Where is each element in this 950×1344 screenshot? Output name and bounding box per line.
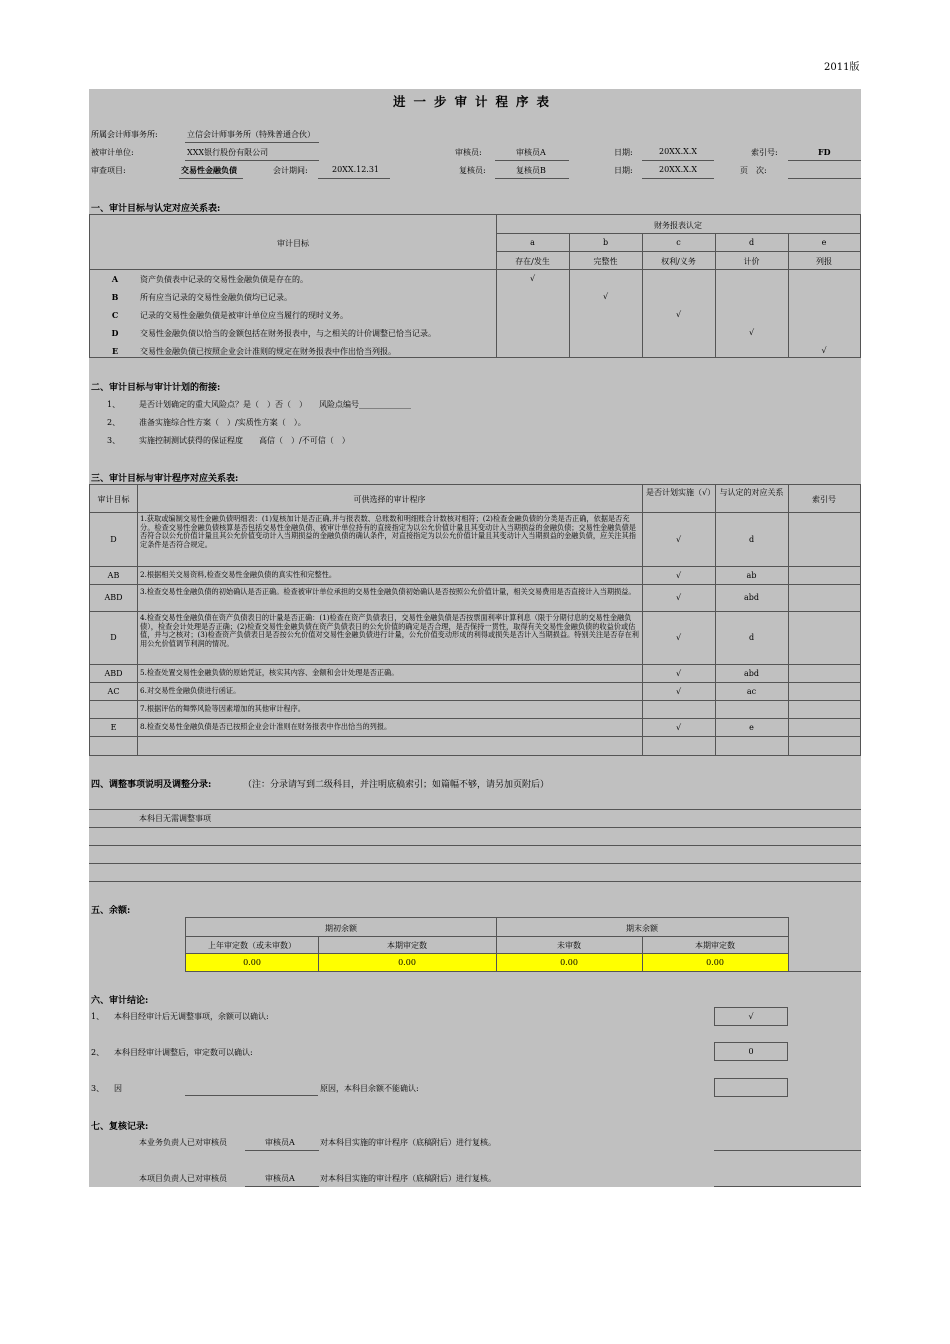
period-underline xyxy=(318,178,390,179)
plan-item-num: 2、 xyxy=(107,418,121,427)
date2-value[interactable]: 20XX.X.X xyxy=(659,165,698,174)
assertion-relation: ab xyxy=(746,571,757,580)
objective-code: B xyxy=(111,292,119,302)
assertion-valuation: 计价 xyxy=(743,257,760,266)
procedure-objective: AC xyxy=(107,687,120,696)
balance-value[interactable]: 0.00 xyxy=(706,958,724,967)
conclusion-num: 1、 xyxy=(91,1012,105,1021)
balance-value[interactable]: 0.00 xyxy=(243,958,261,967)
objective-text: 交易性金融负债已按照企业会计准则的规定在财务报表中作出恰当列报。 xyxy=(140,347,396,356)
plan-item-text: 实施控制测试获得的保证程度 高信（ ）/不可信（ ） xyxy=(139,436,350,445)
assertion-relation: ac xyxy=(746,687,757,696)
auditor-value[interactable]: 审核员A xyxy=(516,148,546,157)
conclusion-text: 因 xyxy=(114,1084,122,1093)
objective-code: E xyxy=(111,346,119,356)
objective-text: 资产负债表中记录的交易性金融负债是存在的。 xyxy=(140,275,308,284)
assertion-relation: d xyxy=(748,535,755,544)
index-value[interactable]: FD xyxy=(818,147,831,157)
item-label: 审查项目: xyxy=(91,166,126,175)
adjustment-line xyxy=(89,827,861,828)
index-underline xyxy=(788,160,861,161)
adjustment-text[interactable]: 本科目无需调整事项 xyxy=(139,814,211,823)
date-label: 日期: xyxy=(614,148,633,157)
page-underline[interactable] xyxy=(788,178,861,179)
conclusion-box[interactable]: √ xyxy=(714,1007,788,1026)
section4-note: （注：分录请写到二级科目，并注明底稿索引；如篇幅不够，请另加页附后） xyxy=(243,780,550,790)
procedure-objective: ABD xyxy=(104,593,123,602)
conclusion-box[interactable]: 0 xyxy=(714,1042,788,1061)
assertion-rights: 权利/义务 xyxy=(661,257,696,266)
date2-underline xyxy=(642,178,714,179)
page-title: 进一步审计程序表 xyxy=(392,94,557,109)
balance-col: 本期审定数 xyxy=(387,941,427,950)
procedure-text: 5.检查处置交易性金融负债的原始凭证，核实其内容、金额和会计处理是否正确。 xyxy=(140,668,399,677)
review-prefix: 本项目负责人已对审核员 xyxy=(139,1174,227,1183)
item-underline xyxy=(179,178,243,179)
assertion-relation: abd xyxy=(743,669,759,678)
conclusion-num: 2、 xyxy=(91,1048,105,1057)
adjustment-line xyxy=(89,845,861,846)
section3-heading: 三、审计目标与审计程序对应关系表: xyxy=(91,474,239,484)
procedure-text: 7.根据评估的舞弊风险等因素增加的其他审计程序。 xyxy=(140,704,305,713)
procedure-objective: D xyxy=(110,633,117,642)
col-assertion: 与认定的对应关系 xyxy=(719,488,784,497)
item-value[interactable]: 交易性金融负债 xyxy=(181,165,237,175)
period-value[interactable]: 20XX.12.31 xyxy=(332,165,380,174)
objective-text: 所有应当记录的交易性金融负债均已记录。 xyxy=(140,293,292,302)
auditor-underline xyxy=(495,160,569,161)
check-mark[interactable]: √ xyxy=(675,310,682,319)
reviewer-underline xyxy=(495,178,569,179)
date-underline xyxy=(642,160,714,161)
opening-balance-header: 期初余额 xyxy=(325,924,357,933)
adjustment-line xyxy=(89,881,861,882)
procedure-text: 1.获取或编制交易性金融负债明细表：(1)复核加计是否正确,并与报表数、总账数和明细账合计数核对相符；(2)检查金融负债的分类是否正确，依据是否充分。检查交易性金融负债核算是否包括交易性金融负债、被审计单位持有的直接指定为以公允价值计量且其变动计入当期损益的金融负债；交易性金融负债是否符合以公允价值计量且其公允价值变动计入当期损益的金融负债的确认条件，对直接指定为以公允价值计量且其变动计入当期损益的金融负债，应关注其指定条件是否符合规定。 xyxy=(140,514,636,549)
letter-b: b xyxy=(602,238,609,247)
conclusion-suffix: 原因，本科目余额不能确认: xyxy=(320,1084,419,1093)
procedure-text: 3.检查交易性金融负债的初始确认是否正确。检查被审计单位承担的交易性金融负债初始确认是否按照公允价值计量，相关交易费用是否直接计入当期损益。 xyxy=(140,587,636,596)
adjustment-line xyxy=(89,809,861,810)
objective-text: 交易性金融负债以恰当的金额包括在财务报表中，与之相关的计价调整已恰当记录。 xyxy=(140,329,436,338)
assertion-presentation: 列报 xyxy=(816,257,832,266)
reviewer-label: 复核员: xyxy=(459,166,486,175)
procedure-objective: AB xyxy=(107,571,120,580)
col-objective: 审计目标 xyxy=(277,239,309,248)
date2-label: 日期: xyxy=(614,166,633,175)
closing-balance-header: 期末余额 xyxy=(626,924,658,933)
col-objective: 审计目标 xyxy=(97,495,130,504)
conclusion-num: 3、 xyxy=(91,1084,105,1093)
review-suffix: 对本科目实施的审计程序（底稿附后）进行复核。 xyxy=(320,1138,496,1147)
planned-mark[interactable]: √ xyxy=(675,669,682,678)
assertion-completeness: 完整性 xyxy=(593,257,618,266)
period-label: 会计期间: xyxy=(273,166,308,175)
assertion-relation: e xyxy=(749,723,754,732)
planned-mark[interactable]: √ xyxy=(675,723,682,732)
procedure-text: 6.对交易性金融负债进行函证。 xyxy=(140,686,241,695)
date-value[interactable]: 20XX.X.X xyxy=(659,147,698,156)
index-label: 索引号: xyxy=(751,148,778,157)
balance-value[interactable]: 0.00 xyxy=(398,958,416,967)
section5-heading: 五、余额: xyxy=(91,906,131,916)
balance-col: 上年审定数（或未审数） xyxy=(208,941,296,950)
entity-value[interactable]: XXX银行股份有限公司 xyxy=(187,148,269,157)
review-name[interactable]: 审核员A xyxy=(265,1138,295,1147)
auditor-label: 审核员: xyxy=(455,148,482,157)
firm-value: 立信会计师事务所（特殊普通合伙） xyxy=(187,130,315,139)
objective-code: C xyxy=(111,310,119,320)
reason-underline[interactable] xyxy=(185,1095,318,1096)
adjustment-line xyxy=(89,863,861,864)
assertion-existence: 存在/发生 xyxy=(515,257,550,266)
assertion-relation: d xyxy=(748,633,755,642)
check-mark[interactable]: √ xyxy=(821,346,827,355)
planned-mark[interactable]: √ xyxy=(675,571,682,580)
audit-sheet xyxy=(89,89,861,1187)
entity-underline xyxy=(185,160,319,161)
planned-mark[interactable]: √ xyxy=(675,593,682,602)
procedure-objective: D xyxy=(110,535,117,544)
assertion-header: 财务报表认定 xyxy=(654,221,702,230)
review-name[interactable]: 审核员A xyxy=(265,1174,295,1183)
balance-table xyxy=(185,917,789,972)
objectives-table xyxy=(89,214,861,358)
col-procedure: 可供选择的审计程序 xyxy=(353,495,426,504)
col-index: 索引号 xyxy=(812,495,836,504)
letter-d: d xyxy=(748,238,755,247)
review-name-underline xyxy=(245,1150,319,1151)
review-sign-line[interactable] xyxy=(714,1186,861,1187)
reviewer-value[interactable]: 复核员B xyxy=(516,166,546,175)
review-name-underline xyxy=(245,1186,319,1187)
assertion-relation: abd xyxy=(743,593,759,602)
planned-mark[interactable]: √ xyxy=(675,535,682,544)
procedure-objective: ABD xyxy=(104,669,123,678)
planned-mark[interactable]: √ xyxy=(675,687,682,696)
plan-item-text: 准备实施综合性方案（ ）/实质性方案（ ）。 xyxy=(139,418,306,427)
review-sign-line[interactable] xyxy=(714,1150,861,1151)
procedure-text: 8.检查交易性金融负债是否已按照企业会计准则在财务报表中作出恰当的列报。 xyxy=(140,722,392,731)
conclusion-text: 本科目经审计调整后，审定数可以确认: xyxy=(114,1048,253,1057)
firm-underline xyxy=(185,142,319,143)
conclusion-text: 本科目经审计后无调整事项，余额可以确认: xyxy=(114,1012,269,1021)
plan-item-text: 是否计划确定的重大风险点？是（ ）否（ ） 风险点编号_____________ xyxy=(139,400,411,409)
balance-col: 本期审定数 xyxy=(695,941,735,950)
check-mark[interactable]: √ xyxy=(529,274,536,283)
firm-label: 所属会计师事务所: xyxy=(91,130,158,139)
balance-col: 未审数 xyxy=(557,941,581,950)
section4-heading: 四、调整事项说明及调整分录: xyxy=(91,780,212,790)
objective-code: D xyxy=(111,328,119,338)
check-mark[interactable]: √ xyxy=(748,328,755,337)
objective-text: 记录的交易性金融负债是被审计单位应当履行的现时义务。 xyxy=(140,311,348,320)
balance-extend-line xyxy=(787,971,861,972)
balance-value[interactable]: 0.00 xyxy=(560,958,578,967)
section6-heading: 六、审计结论: xyxy=(91,996,149,1006)
check-mark[interactable]: √ xyxy=(602,292,609,301)
review-prefix: 本业务负责人已对审核员 xyxy=(139,1138,227,1147)
objective-code: A xyxy=(111,274,119,284)
section7-heading: 七、复核记录: xyxy=(91,1122,149,1132)
procedure-text: 4.检查交易性金融负债在资产负债表日的计量是否正确：(1)检查在资产负债表日，交易性金融负债是否按票面利率计算利息（限于分期付息的交易性金融负债），检查会计处理是否正确；(2)检查交易性金融负债在资产负债表日的公允价值的确定是否合理，是否保持一贯性，取得有关交易性金融负债的收益价或估值，并与之核对；(3)检查资产负债表日是否按公允价值对交易性金融负债进行计量，公允价值变动形成的利得或损失是否计入当期损益。特别关注是否存在利用公允价值调节利润的情况。 xyxy=(140,613,639,648)
plan-item-num: 1、 xyxy=(107,400,121,409)
entity-label: 被审计单位: xyxy=(91,148,134,157)
letter-e: e xyxy=(821,238,827,247)
letter-a: a xyxy=(530,238,535,247)
procedure-text: 2.根据相关交易资料,检查交易性金融负债的真实性和完整性。 xyxy=(140,570,337,579)
page-label: 页 次: xyxy=(740,166,767,175)
review-suffix: 对本科目实施的审计程序（底稿附后）进行复核。 xyxy=(320,1174,496,1183)
procedures-table xyxy=(89,484,861,756)
procedure-objective: E xyxy=(110,723,117,732)
section1-heading: 一、审计目标与认定对应关系表: xyxy=(91,204,221,214)
conclusion-box[interactable] xyxy=(714,1078,788,1097)
plan-item-num: 3、 xyxy=(107,436,121,445)
section2-heading: 二、审计目标与审计计划的衔接: xyxy=(91,383,221,393)
col-planned: 是否计划实施（√） xyxy=(646,488,716,497)
letter-c: c xyxy=(676,238,681,247)
version-label: 2011版 xyxy=(824,62,860,73)
planned-mark[interactable]: √ xyxy=(675,633,682,642)
